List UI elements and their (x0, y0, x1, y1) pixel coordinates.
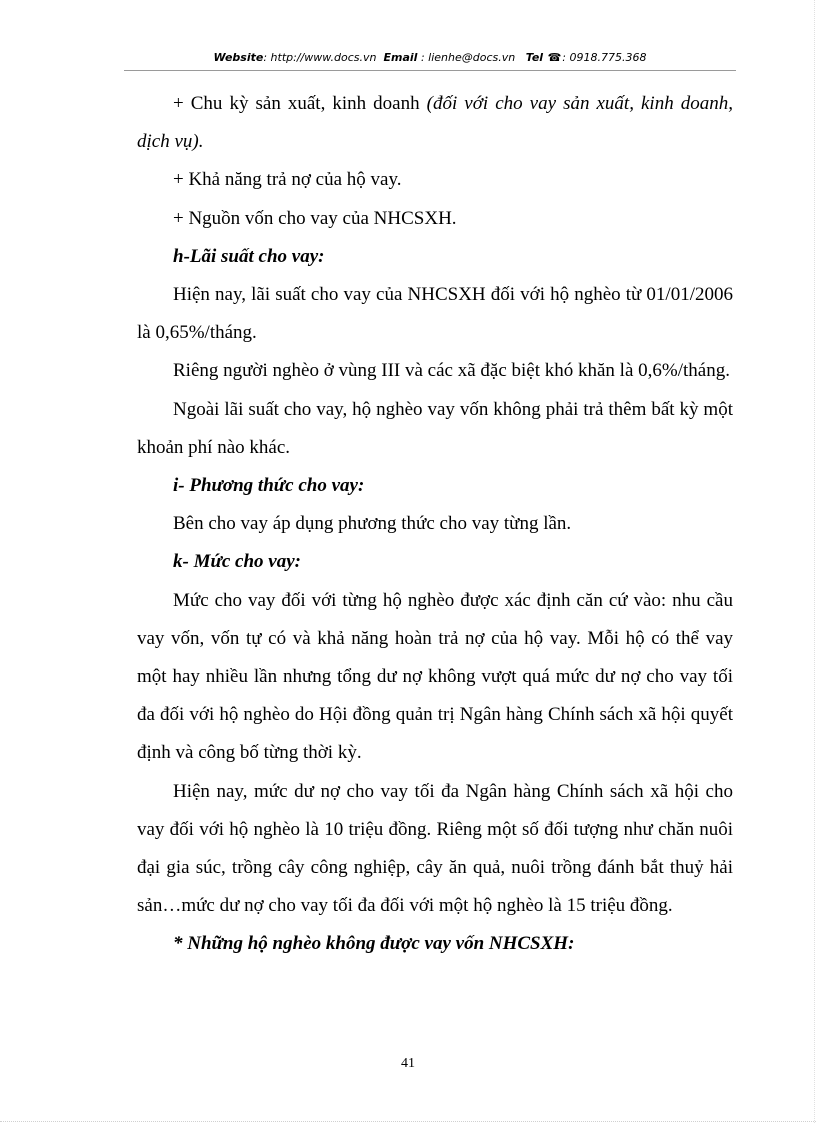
paragraph-loan-amount: Mức cho vay đối với từng hộ nghèo được xác định căn cứ vào: nhu cầu vay vốn, vốn tự có và khả năng hoàn trả nợ của hộ vay. Mỗi hộ có thể vay một hay nhiều lần nhưng tổng dư nợ không vượt quá mức dư nợ cho vay tối đa đối với hộ nghèo do Hội đồng quản trị Ngân hàng Chính sách xã hội quyết định và công bố từng thời kỳ. (137, 589, 733, 764)
heading-ineligible-households: * Những hộ nghèo không được vay vốn NHCSXH: (173, 933, 575, 955)
page-right-edge (814, 0, 815, 1123)
page-number: 41 (401, 1056, 415, 1071)
email-value: : lienhe@docs.vn (420, 51, 516, 64)
paragraph-lending-method: Bên cho vay áp dụng phương thức cho vay từng lần. (173, 513, 572, 535)
email-label: Email (383, 51, 418, 64)
heading-lending-method: i- Phương thức cho vay: (173, 475, 365, 497)
website-label: Website (213, 51, 264, 64)
paragraph-max-outstanding: Hiện nay, mức dư nợ cho vay tối đa Ngân hàng Chính sách xã hội cho vay đối với hộ nghèo là 10 triệu đồng. Riêng một số đối tượng như chăn nuôi đại gia súc, trồng cây công nghiệp, cây ăn quả, nuôi trồng đánh bắt thuỷ hải sản…mức dư nợ cho vay tối đa đối với một hộ nghèo là 15 triệu đồng. (137, 780, 733, 917)
tel-label: Tel (525, 51, 544, 64)
website-url: : http://www.docs.vn (263, 51, 377, 64)
paragraph-interest-current: Hiện nay, lãi suất cho vay của NHCSXH đối với hộ nghèo từ 01/01/2006 là 0,65%/tháng. (137, 284, 733, 344)
header-rule (124, 70, 736, 71)
heading-interest-rate: h-Lãi suất cho vay: (173, 245, 325, 267)
heading-loan-amount: k- Mức cho vay: (173, 551, 301, 573)
tel-value: : 0918.775.368 (562, 51, 647, 64)
paragraph-repayment-ability: + Khả năng trả nợ của hộ vay. (173, 169, 402, 191)
paragraph-production-cycle (137, 85, 733, 161)
page-bottom-edge (0, 1121, 816, 1122)
paragraph-capital-source: + Nguồn vốn cho vay của NHCSXH. (173, 207, 457, 229)
paragraph-no-fees: Ngoài lãi suất cho vay, hộ nghèo vay vốn không phải trả thêm bất kỳ một khoản phí nào khác. (137, 398, 733, 458)
phone-icon: ☎ (547, 51, 562, 64)
document-body (137, 85, 733, 964)
paragraph-text: + Chu kỳ sản xuất, kinh doanh (173, 93, 427, 114)
page-header (124, 51, 736, 64)
paragraph-italic-note: (đối với cho vay sản xuất, kinh doanh, dịch vụ). (137, 93, 733, 153)
paragraph-interest-region: Riêng người nghèo ở vùng III và các xã đặc biệt khó khăn là 0,6%/tháng. (173, 360, 730, 382)
